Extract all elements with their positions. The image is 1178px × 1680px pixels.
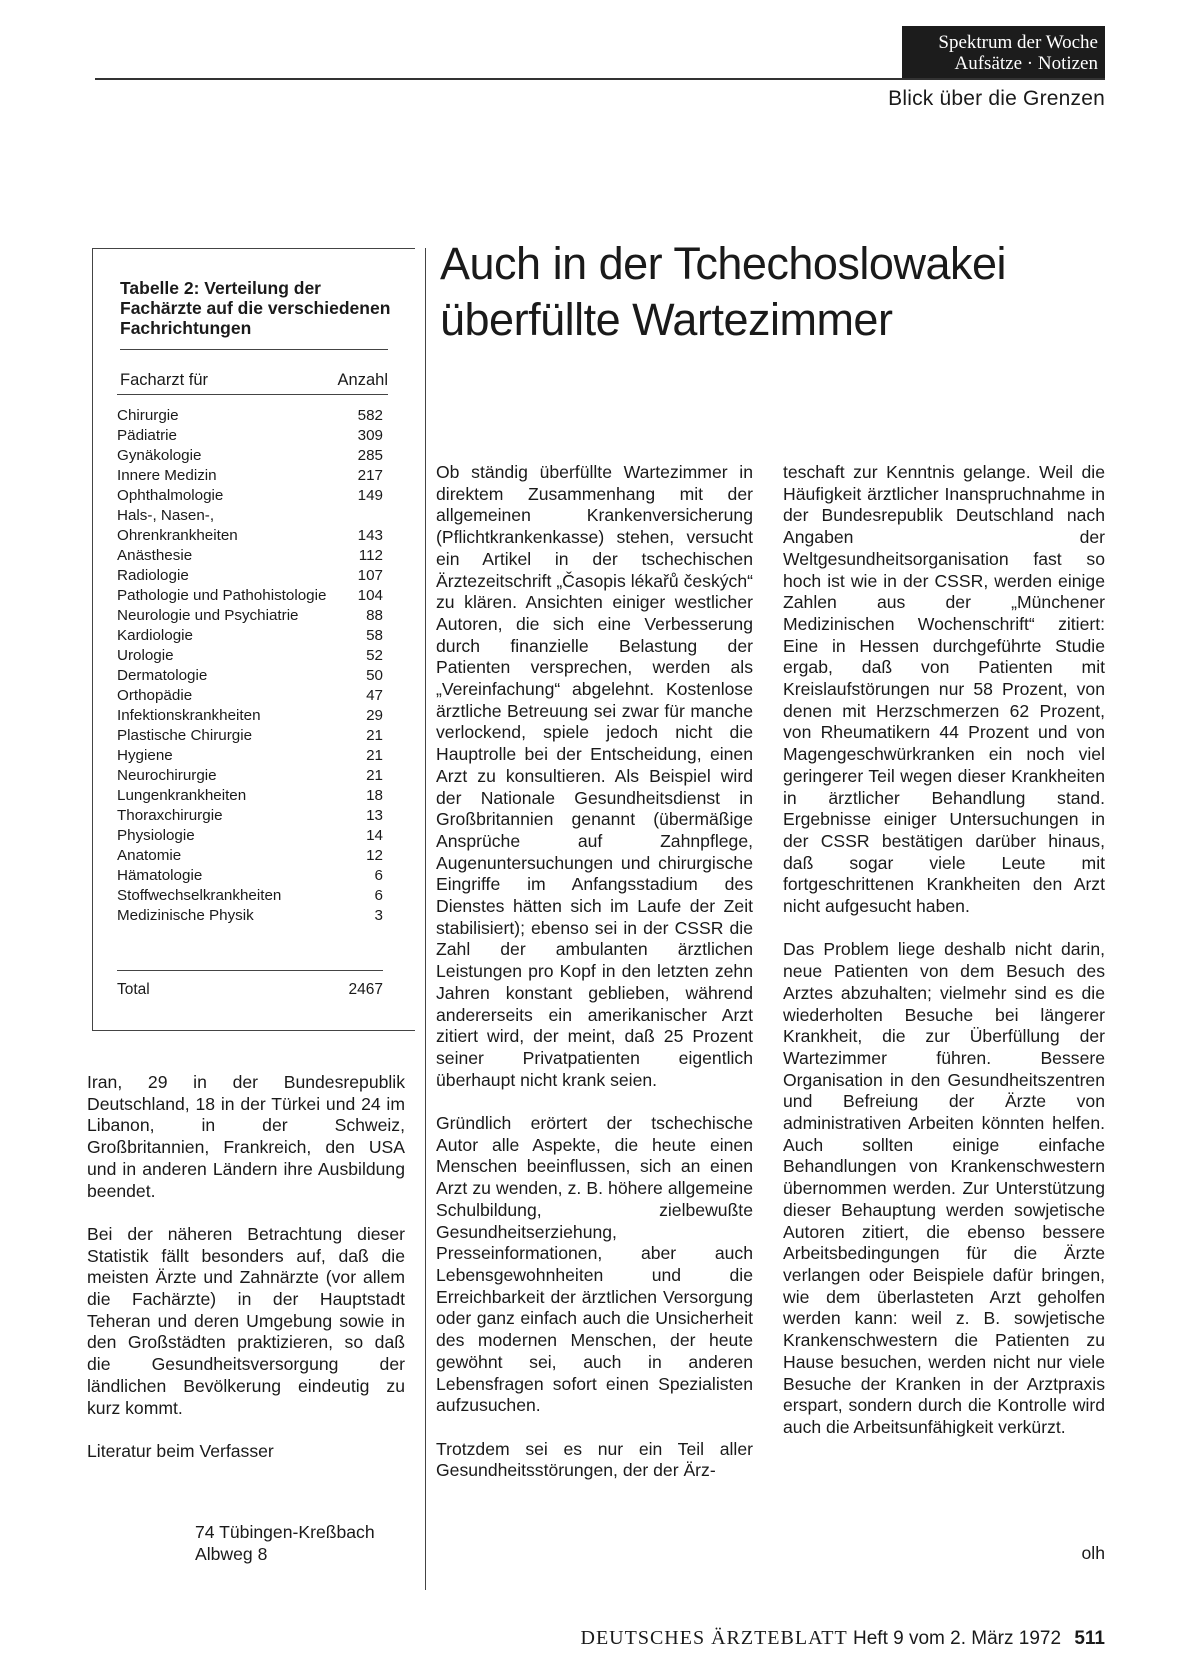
table-cell-value: 6 bbox=[374, 867, 383, 884]
section-label bbox=[902, 26, 1105, 78]
table-cell-label: Thoraxchirurgie bbox=[117, 807, 223, 824]
column-divider bbox=[425, 248, 426, 1590]
table-cell-label: Lungenkrankheiten bbox=[117, 787, 247, 804]
paragraph: Iran, 29 in der Bundesrepublik Deutschland, 18 in der Türkei und 24 im Libanon, in der Schweiz, Großbritannien, Frankreich, den USA und in anderen Ländern ihre Ausbildung beendet. bbox=[87, 1072, 405, 1201]
table-cell-label: Anatomie bbox=[117, 847, 182, 864]
table-cell-value: 149 bbox=[357, 487, 383, 504]
table-row bbox=[117, 766, 383, 786]
table-row bbox=[117, 886, 383, 906]
table-total-rule bbox=[117, 970, 383, 971]
headline-line-2: überfüllte Wartezimmer bbox=[440, 294, 893, 345]
issue-info: Heft 9 vom 2. März 1972 bbox=[853, 1628, 1062, 1649]
table-cell-value: 14 bbox=[366, 827, 383, 844]
table-total-label: Total bbox=[117, 981, 150, 998]
table-row bbox=[117, 706, 383, 726]
table-cell-label: Hygiene bbox=[117, 747, 173, 764]
table-cell-value: 50 bbox=[366, 667, 383, 684]
section-label-line2: Aufsätze · Notizen bbox=[954, 53, 1098, 74]
table-row bbox=[117, 406, 383, 426]
table-cell-label: Pädiatrie bbox=[117, 427, 177, 444]
table-cell-label: Chirurgie bbox=[117, 407, 179, 424]
text-column-3 bbox=[783, 462, 1105, 1439]
table-row bbox=[117, 906, 383, 926]
table-total-row bbox=[117, 981, 383, 999]
table-header-label: Facharzt für bbox=[120, 371, 209, 389]
table-cell-value: 88 bbox=[366, 607, 383, 624]
table-cell-value: 21 bbox=[366, 727, 383, 744]
table-body bbox=[117, 406, 383, 926]
text-column-2 bbox=[436, 462, 753, 1482]
table-header-rule bbox=[117, 394, 388, 395]
table-row bbox=[117, 746, 383, 766]
table-cell-label: Neurologie und Psychiatrie bbox=[117, 607, 299, 624]
text-column-1 bbox=[87, 1072, 405, 1463]
table-cell-value: 29 bbox=[366, 707, 383, 724]
section-label-line1: Spektrum der Woche bbox=[938, 32, 1098, 53]
table-cell-label: Radiologie bbox=[117, 567, 189, 584]
table-total-value: 2467 bbox=[348, 981, 383, 998]
table-title-rule bbox=[120, 349, 388, 350]
table-cell-value: 58 bbox=[366, 627, 383, 644]
table-row bbox=[117, 586, 383, 606]
table-cell-label: Orthopädie bbox=[117, 687, 193, 704]
table-row bbox=[117, 626, 383, 646]
table-cell-label: Physiologie bbox=[117, 827, 195, 844]
table-cell-label: Anästhesie bbox=[117, 547, 193, 564]
paragraph: teschaft zur Kenntnis gelange. Weil die Häufigkeit ärztlicher Inanspruchnahme in der Bundesrepublik Deutschland nach Angaben der Weltgesundheitsorganisation fast so hoch ist wie in der CSSR, werden einige Zahlen aus der „Münchener Medizinischen Wochenschrift“ zitiert: Eine in Hessen durchgeführte Studie ergab, daß von Patienten mit Kreislaufstörungen nur 58 Prozent, von denen mit Herzschmerzen 62 Prozent, von Rheumatikern 44 Prozent und von Magengeschwürkranken ein noch viel geringerer Teil wegen dieser Krankheiten in ärztlicher Behandlung stand. Ergebnisse einiger Untersuchungen in der CSSR bestätigen darüber hinaus, daß sogar viele Leute mit fortgeschrittenen Krankheiten den Arzt nicht aufgesucht haben. bbox=[783, 462, 1105, 917]
table-title: Tabelle 2: Verteilung der Fachärzte auf die verschiedenen Fachrichtungen bbox=[120, 278, 391, 338]
table-cell-value: 582 bbox=[357, 407, 383, 424]
table-cell-label: Infektionskrankheiten bbox=[117, 707, 261, 724]
table-row bbox=[117, 566, 383, 586]
table-cell-label: Dermatologie bbox=[117, 667, 208, 684]
table-cell-label: Plastische Chirurgie bbox=[117, 727, 253, 744]
article-headline bbox=[440, 236, 1006, 348]
table-cell-label: Kardiologie bbox=[117, 627, 193, 644]
table-cell-label: Hämatologie bbox=[117, 867, 203, 884]
table-cell-label: Stoffwechselkrankheiten bbox=[117, 887, 282, 904]
table-row bbox=[117, 666, 383, 686]
table-cell-value: 12 bbox=[366, 847, 383, 864]
table-cell-value: 104 bbox=[357, 587, 383, 604]
table-cell-value: 107 bbox=[357, 567, 383, 584]
table-row bbox=[117, 446, 383, 466]
table-cell-label: Neurochirurgie bbox=[117, 767, 217, 784]
magazine-name: DEUTSCHES ÄRZTEBLATT bbox=[580, 1627, 848, 1649]
table-cell-value: 21 bbox=[366, 747, 383, 764]
table-cell-value: 52 bbox=[366, 647, 383, 664]
paragraph: Das Problem liege deshalb nicht darin, neue Patienten von dem Besuch des Arztes abzuhalten; vielmehr sind es die wiederholten Besuche bei längerer Krankheit, die zur Überfüllung der Wartezimmer führen. Bessere Organisation in den Gesundheitszentren und Befreiung der Ärzte von administrativen Arbeiten könnten helfen. Auch sollten einige einfache Behandlungen von Krankenschwestern übernommen werden. Zur Unterstützung dieser Behauptung werden sowjetische Autoren zitiert, die ebenso bessere Arbeitsbedingungen für die Ärzte verlangen oder Beispiele dafür bringen, wie dem überlasteten Arzt geholfen werden kann: weil z. B. sowjetische Krankenschwestern die Patienten zu Hause besuchen, werden nicht nur viele Besuche der Kranken in der Arztpraxis erspart, sondern durch die Kontrolle wird auch die Arbeitsunfähigkeit verkürzt. bbox=[783, 939, 1105, 1437]
page-footer bbox=[581, 1627, 1105, 1650]
author-signature: olh bbox=[1081, 1543, 1105, 1563]
table-cell-label: Gynäkologie bbox=[117, 447, 202, 464]
paragraph: Bei der näheren Betrachtung dieser Statistik fällt besonders auf, daß die meisten Ärzte und Zahnärzte (vor allem die Fachärzte) in der Hauptstadt Teheran und deren Umgebung sowie in den Großstädten praktizieren, so daß die Gesundheitsversorgung der ländlichen Bevölkerung eindeutig zu kurz kommt. bbox=[87, 1223, 405, 1418]
address-line-2: Albweg 8 bbox=[195, 1543, 268, 1564]
table-header-count: Anzahl bbox=[337, 371, 388, 389]
literature-note: Literatur beim Verfasser bbox=[87, 1440, 274, 1461]
table-row bbox=[117, 786, 383, 806]
address-line-1: 74 Tübingen-Kreßbach bbox=[195, 1522, 375, 1542]
table-cell-value: 47 bbox=[366, 687, 383, 704]
table-row bbox=[117, 686, 383, 706]
table-row bbox=[117, 726, 383, 746]
table-cell-value: 143 bbox=[357, 527, 383, 544]
table-row bbox=[117, 426, 383, 446]
table-row bbox=[117, 866, 383, 886]
author-address bbox=[195, 1522, 375, 1565]
table-cell-label: Pathologie und Pathohistologie bbox=[117, 587, 327, 604]
table-cell-label: Urologie bbox=[117, 647, 174, 664]
table-cell-value: 18 bbox=[366, 787, 383, 804]
headline-line-1: Auch in der Tchechoslowakei bbox=[440, 238, 1007, 289]
table-cell-label: Hals-, Nasen-, Ohrenkrankheiten bbox=[117, 507, 238, 544]
page-number: 511 bbox=[1074, 1628, 1105, 1649]
table-cell-value: 309 bbox=[357, 427, 383, 444]
table-cell-value: 21 bbox=[366, 767, 383, 784]
header-rule bbox=[95, 78, 1105, 80]
table-header bbox=[120, 371, 388, 390]
table-row bbox=[117, 646, 383, 666]
subsection-title: Blick über die Grenzen bbox=[888, 87, 1105, 110]
paragraph: Trotzdem sei es nur ein Teil aller Gesundheitsstörungen, der der Ärz- bbox=[436, 1438, 753, 1481]
table-row bbox=[117, 806, 383, 826]
table-row bbox=[117, 506, 383, 546]
paragraph: Ob ständig überfüllte Wartezimmer in direktem Zusammenhang mit der allgemeinen Krankenversicherung (Pflichtkrankenkasse) stehen, versucht ein Artikel in der tschechischen Ärztezeitschrift „Časopis lékařů českých“ zu klären. Ansichten einiger westlicher Autoren, die sich eine Verbesserung durch finanzielle Belastung der Patienten versprechen, werden als „Vereinfachung“ abgelehnt. Kostenlose ärztliche Betreuung sei zwar für manche verlockend, spiele jedoch nicht die Hauptrolle bei der Entscheidung, einen Arzt zu konsultieren. Als Beispiel wird der Nationale Gesundheitsdienst in Großbritannien genannt (übermäßige Ansprüche auf Zahnpflege, Augenuntersuchungen und chirurgische Eingriffe im Anfangsstadium des Dienstes hätten sich im Laufe der Zeit stabilisiert); ebenso sei in der CSSR die Zahl der ambulanten ärztlichen Leistungen pro Kopf in den letzten zehn Jahren konstant geblieben, während andererseits ein amerikanischer Arzt zitiert wird, der meint, daß 25 Prozent seiner Privatpatienten eigentlich überhaupt nicht krank seien. bbox=[436, 462, 753, 1090]
table-row bbox=[117, 546, 383, 566]
table-cell-value: 6 bbox=[374, 887, 383, 904]
table-row bbox=[117, 486, 383, 506]
table-row bbox=[117, 846, 383, 866]
table-cell-label: Innere Medizin bbox=[117, 467, 217, 484]
paragraph: Gründlich erörtert der tschechische Autor alle Aspekte, die heute einen Menschen beeinflussen, sich an einen Arzt zu wenden, z. B. höhere allgemeine Schulbildung, zielbewußte Gesundheitserziehung, Presseinformationen, aber auch Lebensgewohnheiten und die Erreichbarkeit der ärztlichen Versorgung oder ganz einfach auch die Unsicherheit des modernen Menschen, der heute gewöhnt sei, auch in anderen Lebensfragen sofort einen Spezialisten aufzusuchen. bbox=[436, 1113, 753, 1416]
table-cell-value: 112 bbox=[358, 547, 383, 564]
table-cell-value: 285 bbox=[357, 447, 383, 464]
table-cell-value: 13 bbox=[366, 807, 383, 824]
table-cell-label: Ophthalmologie bbox=[117, 487, 224, 504]
table-row bbox=[117, 466, 383, 486]
table-cell-label: Medizinische Physik bbox=[117, 907, 254, 924]
table-row bbox=[117, 606, 383, 626]
table-cell-value: 3 bbox=[374, 907, 383, 924]
table-cell-value: 217 bbox=[357, 467, 383, 484]
table-row bbox=[117, 826, 383, 846]
